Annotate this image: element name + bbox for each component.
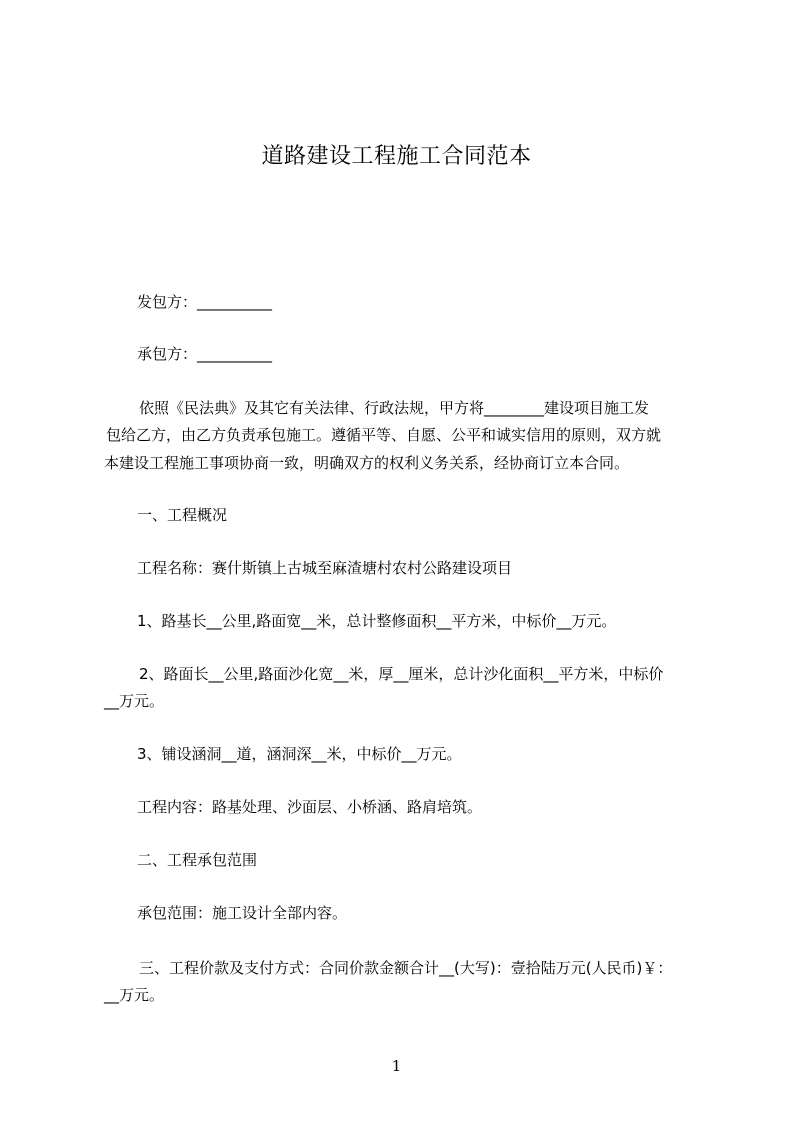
- overview-item-3: 3、铺设涵洞__道，涵洞深__米，中标价__万元。: [137, 745, 462, 763]
- party-b-line: 承包方：__________: [137, 345, 273, 363]
- preamble-line-3: 本建设工程施工事项协商一致，明确双方的权利义务关系，经协商订立本合同。: [104, 454, 630, 472]
- contract-scope: 承包范围：施工设计全部内容。: [137, 904, 348, 922]
- section-1-heading: 一、工程概况: [137, 506, 228, 524]
- project-content: 工程内容：路基处理、沙面层、小桥涵、路肩培筑。: [137, 798, 483, 816]
- document-title: 道路建设工程施工合同范本: [261, 144, 532, 169]
- section-2-heading: 二、工程承包范围: [137, 851, 258, 869]
- party-a-line: 发包方：__________: [137, 293, 273, 311]
- preamble-line-1: 依照《民法典》及其它有关法律、行政法规，甲方将________建设项目施工发: [139, 399, 650, 417]
- project-name: 工程名称：赛什斯镇上古城至麻渣塘村农村公路建设项目: [137, 559, 513, 577]
- overview-item-2-line-1: 2、路面长__公里,路面沙化宽__米，厚__厘米，总计沙化面积__平方米，中标价: [139, 665, 664, 683]
- overview-item-2-line-2: __万元。: [104, 692, 165, 710]
- overview-item-1: 1、路基长__公里,路面宽__米，总计整修面积__平方米，中标价__万元。: [137, 612, 617, 630]
- section-3-line-1: 三、工程价款及支付方式：合同价款金额合计__(大写)：壹拾陆万元(人民币)￥：: [139, 959, 673, 977]
- preamble-line-2: 包给乙方，由乙方负责承包施工。遵循平等、自愿、公平和诚实信用的原则，双方就: [106, 426, 662, 444]
- page-number: 1: [391, 1057, 402, 1075]
- section-3-line-2: __万元。: [104, 986, 165, 1004]
